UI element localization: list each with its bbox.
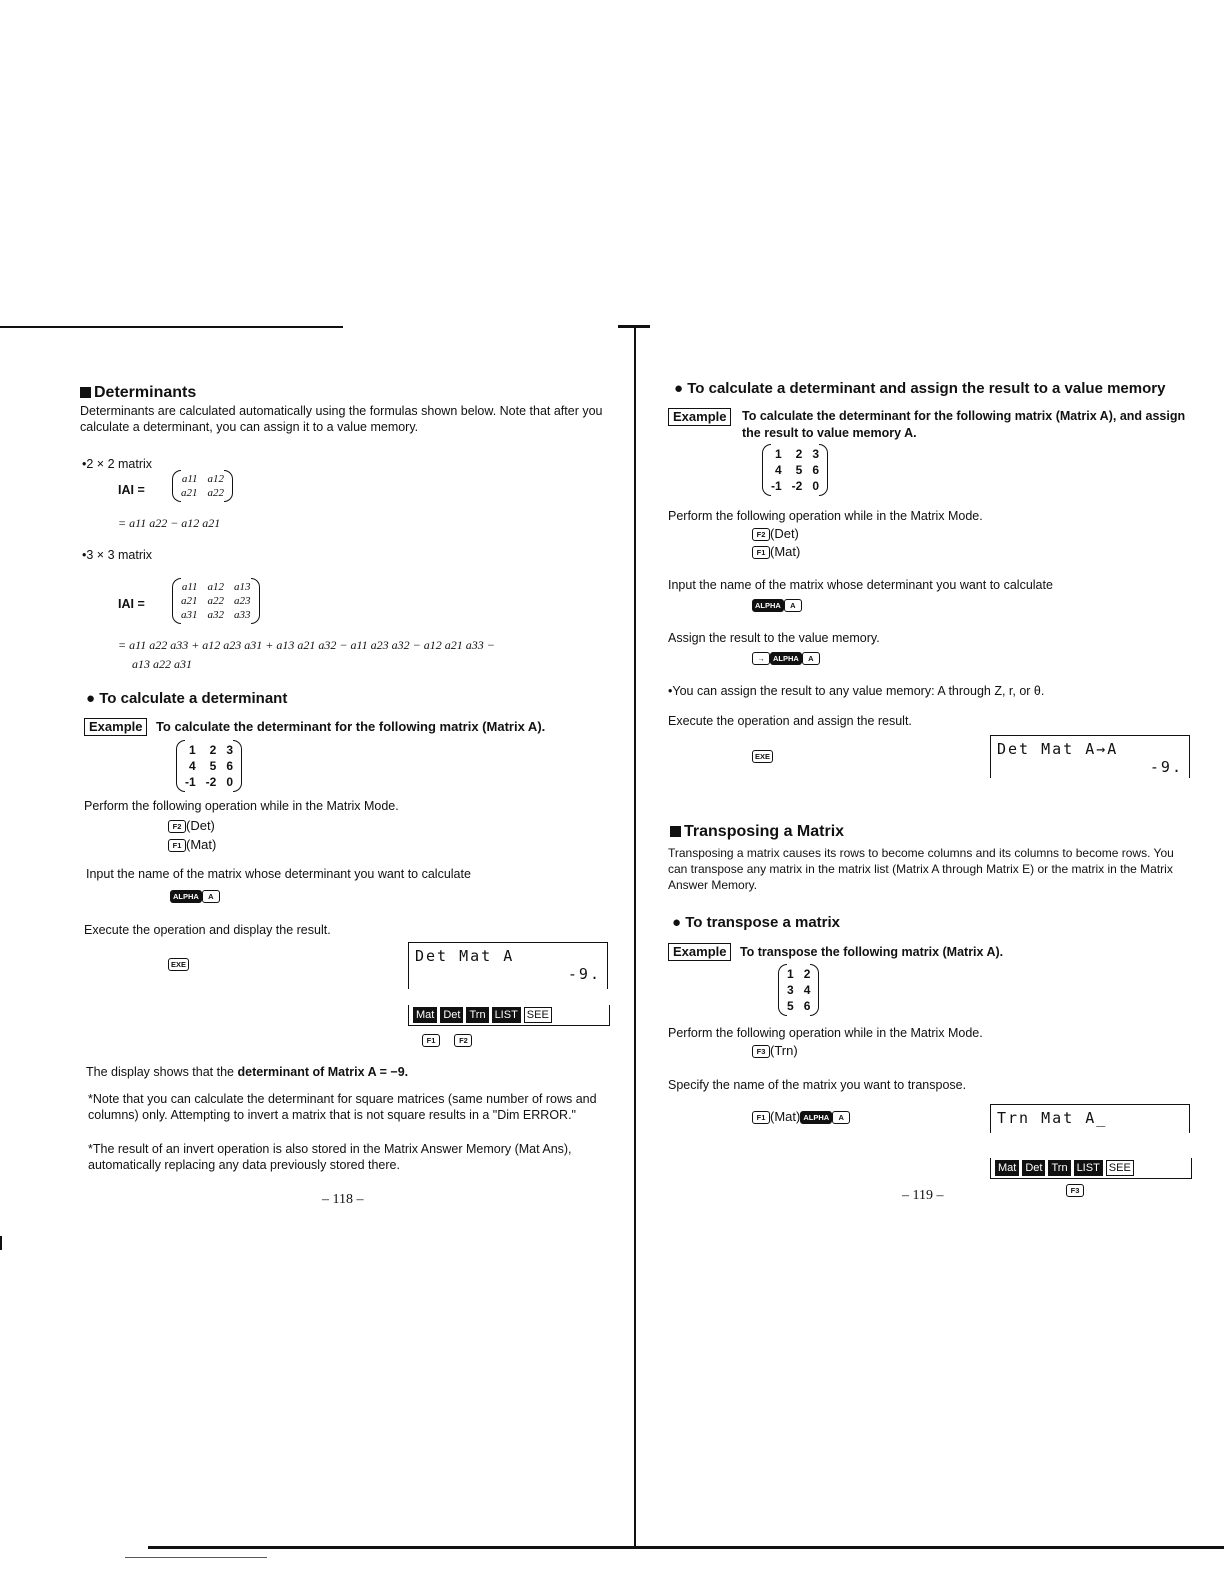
input-text-left: Input the name of the matrix whose determinant you want to calculate xyxy=(86,867,471,881)
note-square-matrix: *Note that you can calculate the determinant for square matrices (same number of rows and columns) only. Attempting to invert a matrix that is not square results in a "Dim ERROR." xyxy=(88,1092,597,1122)
f2-key-icon: F2 xyxy=(752,528,770,541)
assign-note: •You can assign the result to any value memory: A through Z, r, or θ. xyxy=(668,684,1045,698)
under-keys-left xyxy=(422,1032,472,1050)
menu-see: SEE xyxy=(1106,1160,1134,1176)
execute-text-right: Execute the operation and assign the result. xyxy=(668,714,912,728)
example-row-transpose xyxy=(668,943,1003,961)
top-left-rule xyxy=(0,326,343,328)
menu-trn: Trn xyxy=(1048,1160,1070,1176)
note-mat-ans: *The result of an invert operation is also stored in the Matrix Answer Memory (Mat Ans), automatically replacing any data previously stored there. xyxy=(88,1142,572,1172)
perform-text-left: Perform the following operation while in the Matrix Mode. xyxy=(84,799,399,813)
alpha-key-icon: ALPHA xyxy=(170,890,202,903)
menu-list: LIST xyxy=(492,1007,521,1023)
bottom-rule xyxy=(148,1546,1224,1549)
menu-mat: Mat xyxy=(413,1007,437,1023)
function-menu-left xyxy=(408,1005,610,1026)
subtitle-assign-memory: ● To calculate a determinant and assign the result to a value memory xyxy=(674,380,1166,397)
matrix-a-right: 1 2 3 4 5 6 -1 -2 0 xyxy=(766,446,824,494)
a-key-icon: A xyxy=(202,890,220,903)
matrix-2x2-symbolic: a11 a12 a21 a22 xyxy=(176,472,229,500)
example-badge: Example xyxy=(668,408,731,426)
f2-key-icon: F2 xyxy=(168,820,186,833)
matrix-a-transpose: 1 2 3 4 5 6 xyxy=(782,966,815,1014)
menu-mat: Mat xyxy=(995,1160,1019,1176)
spine-rule xyxy=(634,327,636,1549)
det-label-3x3: IAI = xyxy=(118,597,145,611)
example-text: To calculate the determinant for the following matrix (Matrix A), and assign the result to value memory A. xyxy=(742,409,1186,440)
example-row-left xyxy=(84,718,545,736)
det-label-2x2: IAI = xyxy=(118,483,145,497)
under-key-right xyxy=(1066,1182,1084,1200)
exe-key-left xyxy=(168,956,189,974)
exe-key-right xyxy=(752,748,773,766)
menu-det: Det xyxy=(440,1007,463,1023)
input-text-right: Input the name of the matrix whose determinant you want to calculate xyxy=(668,578,1053,592)
lcd-line1: Det Mat A→A xyxy=(997,740,1119,758)
lcd-display-left xyxy=(408,942,608,989)
exe-key-icon: EXE xyxy=(168,958,189,971)
op-f3-trn: F3 (Trn) xyxy=(752,1042,798,1060)
assign-arrow-key-icon: → xyxy=(752,652,770,665)
specify-text: Specify the name of the matrix you want to transpose. xyxy=(668,1078,967,1092)
function-menu-right xyxy=(990,1158,1192,1179)
lcd-display-right-1 xyxy=(990,735,1190,778)
alpha-a-keys-right xyxy=(752,597,802,615)
formula-3x3-line2: a13 a22 a31 xyxy=(132,657,192,671)
op-f1-mat-left: F1 (Mat) xyxy=(168,836,216,854)
lcd-line2: -9. xyxy=(1149,758,1183,776)
example-text: To calculate the determinant for the following matrix (Matrix A). xyxy=(155,719,546,734)
arrow-alpha-a-keys xyxy=(752,650,820,668)
spine-top-mark xyxy=(618,325,650,328)
f2-key-icon: F2 xyxy=(454,1034,472,1047)
intro-paragraph: Determinants are calculated automatically using the formulas shown below. Note that after you calculate a determinant, you can assign it to a value memory. xyxy=(80,404,603,434)
f1-key-icon: F1 xyxy=(752,1111,770,1124)
page-number-118: – 118 – xyxy=(322,1192,364,1207)
alpha-a-keys-left xyxy=(170,888,220,906)
left-edge-rule xyxy=(0,1236,2,1250)
bullet-3x3: •3 × 3 matrix xyxy=(82,548,153,562)
example-badge: Example xyxy=(84,718,147,736)
menu-det: Det xyxy=(1022,1160,1045,1176)
menu-trn: Trn xyxy=(466,1007,488,1023)
bullet-2x2: •2 × 2 matrix xyxy=(82,457,153,471)
a-key-icon: A xyxy=(802,652,820,665)
assign-text: Assign the result to the value memory. xyxy=(668,631,880,645)
formula-2x2: = a11 a22 − a12 a21 xyxy=(118,516,221,530)
matrix-3x3-symbolic: a11 a12 a13 a21 a22 a23 a31 a32 a33 xyxy=(176,580,256,622)
f3-key-icon: F3 xyxy=(1066,1184,1084,1197)
example-badge: Example xyxy=(668,943,731,961)
result-text-left: The display shows that the determinant of Matrix A = −9. xyxy=(86,1065,409,1079)
transpose-intro: Transposing a matrix causes its rows to become columns and its columns to become rows. You can transpose any matrix in the matrix list (Matrix A through Matrix E) or the matrix in the Matrix Answer Memory. xyxy=(668,846,1174,892)
a-key-icon: A xyxy=(784,599,802,612)
lcd-line1: Trn Mat A_ xyxy=(997,1109,1108,1127)
formula-3x3-line1: = a11 a22 a33 + a12 a23 a31 + a13 a21 a32 − a11 a23 a32 − a12 a21 a33 − xyxy=(118,638,495,652)
menu-see: SEE xyxy=(524,1007,552,1023)
example-text: To transpose the following matrix (Matrix A). xyxy=(739,945,1004,959)
exe-key-icon: EXE xyxy=(752,750,773,763)
page-number-119: – 119 – xyxy=(902,1188,944,1203)
a-key-icon: A xyxy=(832,1111,850,1124)
example-row-right xyxy=(668,408,1193,442)
f3-key-icon: F3 xyxy=(752,1045,770,1058)
lcd-line1: Det Mat A xyxy=(415,947,515,965)
lcd-display-right-2 xyxy=(990,1104,1190,1133)
f1-key-icon: F1 xyxy=(752,546,770,559)
subtitle-transpose: ● To transpose a matrix xyxy=(672,914,841,931)
op-f1-mat-alpha-a: F1 (Mat) ALPHA A xyxy=(752,1108,850,1126)
op-f2-det-left: F2 (Det) xyxy=(168,817,215,835)
menu-list: LIST xyxy=(1074,1160,1103,1176)
alpha-key-icon: ALPHA xyxy=(800,1111,832,1124)
section-title-transposing: Transposing a Matrix xyxy=(670,823,844,841)
op-f1-mat-right: F1 (Mat) xyxy=(752,543,800,561)
f1-key-icon: F1 xyxy=(422,1034,440,1047)
matrix-a-left: 1 2 3 4 5 6 -1 -2 0 xyxy=(180,742,238,790)
perform-text-transpose: Perform the following operation while in the Matrix Mode. xyxy=(668,1026,983,1040)
blue-footnote-rule xyxy=(125,1557,267,1558)
lcd-line2: -9. xyxy=(567,965,601,983)
perform-text-right: Perform the following operation while in the Matrix Mode. xyxy=(668,509,983,523)
op-f2-det-right: F2 (Det) xyxy=(752,525,799,543)
section-title-determinants: Determinants xyxy=(80,384,196,402)
alpha-key-icon: ALPHA xyxy=(770,652,802,665)
execute-text-left: Execute the operation and display the result. xyxy=(84,923,331,937)
alpha-key-icon: ALPHA xyxy=(752,599,784,612)
subtitle-calc-determinant: ● To calculate a determinant xyxy=(86,690,288,707)
f1-key-icon: F1 xyxy=(168,839,186,852)
